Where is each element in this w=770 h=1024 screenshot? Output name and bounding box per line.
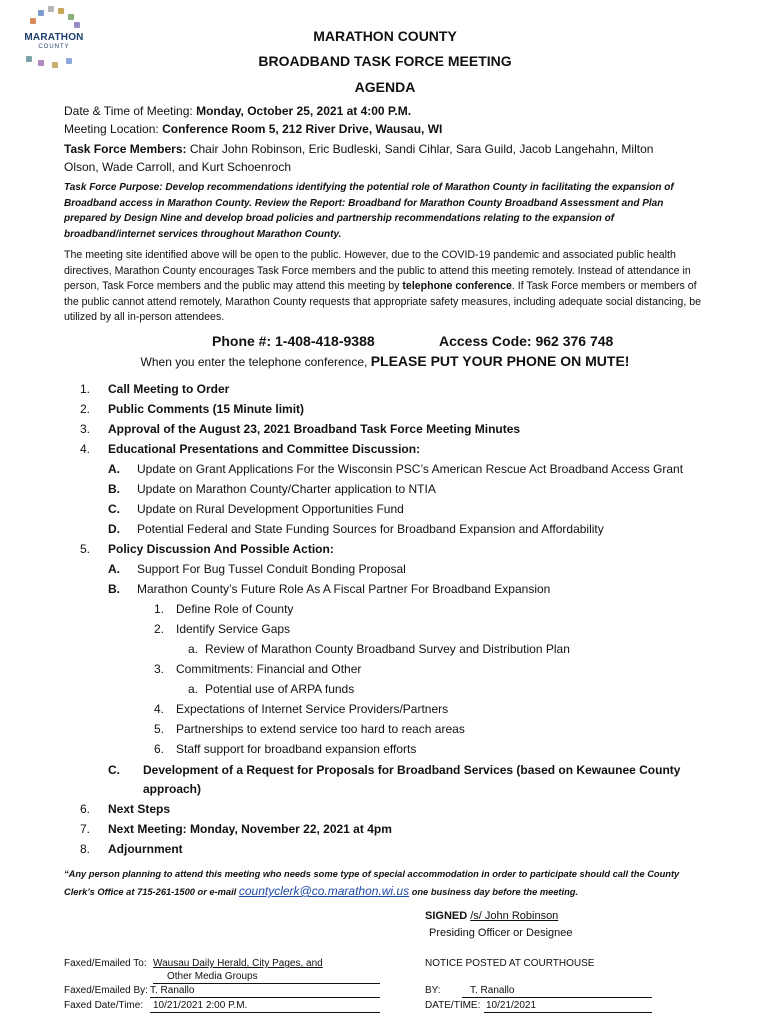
mute-prefix: When you enter the telephone conference, (140, 355, 368, 369)
agenda-item: Policy Discussion And Possible Action: (108, 542, 334, 556)
agenda-item: Adjournment (108, 842, 183, 856)
agenda-subsubnum: 1. (154, 602, 165, 616)
agenda-item: Educational Presentations and Committee Discussion: (108, 442, 421, 456)
mute-instruction (0, 353, 770, 369)
faxed-to-value-1: Wausau Daily Herald, City Pages, and (153, 958, 323, 969)
agenda-subsubitem: Staff support for broadband expansion efforts (176, 742, 417, 756)
by-label: BY: (425, 985, 441, 996)
agenda-subnum: B. (108, 582, 120, 596)
notice-posted: NOTICE POSTED AT COURTHOUSE (425, 958, 595, 969)
header-line-3: AGENDA (354, 79, 416, 95)
location-label: Meeting Location: (64, 122, 159, 136)
logo-sub: COUNTY (38, 44, 70, 50)
agenda-item: Next Steps (108, 802, 171, 816)
agenda-subnum: C. (108, 502, 120, 516)
task-force-purpose (64, 180, 706, 242)
mute-bold: PLEASE PUT YOUR PHONE ON MUTE! (370, 353, 630, 369)
agenda-letter-item: Potential use of ARPA funds (205, 682, 355, 696)
faxed-to-value-2: Other Media Groups (167, 971, 258, 982)
agenda-num: 8. (80, 842, 91, 856)
accommodation-after: one business day before the meeting. (411, 887, 579, 897)
agenda-subsubnum: 6. (154, 742, 165, 756)
datetime-value-footer: 10/21/2021 (486, 1000, 537, 1011)
agenda-subnum: A. (108, 562, 120, 576)
header-line-1: MARATHON COUNTY (313, 28, 457, 44)
agenda-subsubnum: 3. (154, 662, 165, 676)
faxed-by-label: Faxed/Emailed By: (64, 985, 148, 996)
agenda-subitem: Update on Rural Development Opportunities Fund (137, 502, 404, 516)
agenda-subsubnum: 4. (154, 702, 165, 716)
accommodation-before: Clerk’s Office at 715-261-1500 or e-mail (64, 887, 237, 897)
agenda-subitem: Development of a Request for Proposals for Broadband Services (based on Kewaunee County (143, 763, 681, 777)
meeting-datetime (64, 104, 411, 118)
agenda-subnum: D. (108, 522, 120, 536)
datetime-label-footer: DATE/TIME: (425, 1000, 481, 1011)
datetime-underline (484, 1012, 652, 1013)
accommodation-line-1: “Any person planning to attend this meeting who needs some type of special accommodation in order to participate should call the County (64, 869, 680, 879)
agenda-letter-item: Review of Marathon County Broadband Survey and Distribution Plan (205, 642, 570, 656)
logo-dot (48, 6, 54, 12)
members-label: Task Force Members: (64, 142, 187, 156)
task-force-members (64, 142, 653, 156)
agenda-num: 7. (80, 822, 91, 836)
accommodation-line-2 (64, 884, 578, 898)
agenda-item: Next Meeting: Monday, November 22, 2021 at 4pm (108, 822, 392, 836)
agenda-subitem: Update on Grant Applications For the Wisconsin PSC’s American Rescue Act Broadband Access Grant (137, 462, 684, 476)
notice-after: . If Task Force members or members of the public cannot attend remotely, Marathon County requests that appropriate safety measures, including adequate social distancing, be utilized by all in-person attendees. (64, 280, 701, 323)
agenda-subnum: A. (108, 462, 120, 476)
logo-dot (58, 8, 64, 14)
agenda-subitem: Potential Federal and State Funding Sources for Broadband Expansion and Affordability (137, 522, 604, 536)
meeting-location (64, 122, 442, 136)
location-value: Conference Room 5, 212 River Drive, Wausau, WI (162, 122, 443, 136)
notice-bold: telephone conference (402, 280, 512, 292)
logo-dot (68, 14, 74, 20)
agenda-subsubitem: Define Role of County (176, 602, 294, 616)
agenda-subitem-cont: approach) (143, 782, 202, 796)
signed-line (425, 910, 596, 922)
agenda-subnum: B. (108, 482, 120, 496)
agenda-subitem: Update on Marathon County/Charter application to NTIA (137, 482, 436, 496)
signed-value: /s/ John Robinson (470, 910, 559, 922)
phone-number: Phone #: 1-408-418-9388 (212, 333, 375, 349)
agenda-num: 3. (80, 422, 91, 436)
by-underline (462, 997, 652, 998)
datetime-label: Date & Time of Meeting: (64, 104, 193, 118)
agenda-item: Call Meeting to Order (108, 382, 230, 396)
faxed-by-value: T. Ranallo (150, 985, 195, 996)
fax-date-underline (150, 1012, 380, 1013)
agenda-item: Approval of the August 23, 2021 Broadband Task Force Meeting Minutes (108, 422, 521, 436)
agenda-num: 1. (80, 382, 91, 396)
agenda-num: 5. (80, 542, 91, 556)
agenda-subnum: C. (108, 763, 120, 777)
fax-date-label: Faxed Date/Time: (64, 1000, 144, 1011)
members-line-2: Olson, Wade Carroll, and Kurt Schoenroch (64, 160, 291, 174)
agenda-subitem: Marathon County’s Future Role As A Fiscal Partner For Broadband Expansion (137, 582, 551, 596)
faxed-to-underline (153, 983, 380, 984)
agenda-subsubitem: Partnerships to extend service too hard to reach areas (176, 722, 465, 736)
by-value: T. Ranallo (470, 985, 515, 996)
logo-dot (38, 10, 44, 16)
agenda-subsubnum: 5. (154, 722, 165, 736)
agenda-subsubitem: Expectations of Internet Service Providers/Partners (176, 702, 449, 716)
agenda-num: 2. (80, 402, 91, 416)
access-code: Access Code: 962 376 748 (439, 333, 614, 349)
purpose-text: Develop recommendations identifying the potential role of Marathon County in facilitating the expansion of Broadband access in Marathon County. Review the Report: Broadband for Marathon County Broadband Assessment and Plan prepared by Design Nine and develop broad policies and partnership recommendations relating to the expansion of broadband/internet services throughout Marathon County. (64, 182, 674, 240)
remote-notice (64, 248, 706, 326)
agenda-item: Public Comments (15 Minute limit) (108, 402, 305, 416)
agenda-letter: a. (188, 682, 199, 696)
purpose-label: Task Force Purpose: (64, 182, 163, 193)
notice-before: The meeting site identified above will be open to the public. However, due to the COVID-19 pandemic and associated public health directives, Marathon County encourages Task Force members and the public to attend this meeting remotely. Instead of attendance in person, Task Force members and the public may attend this meeting by (64, 249, 691, 292)
agenda-subsubitem: Commitments: Financial and Other (176, 662, 362, 676)
header-line-2: BROADBAND TASK FORCE MEETING (258, 53, 512, 69)
signed-label: SIGNED (425, 910, 468, 922)
agenda-num: 4. (80, 442, 91, 456)
agenda-subsubnum: 2. (154, 622, 165, 636)
members-line-1: Chair John Robinson, Eric Budleski, Sandi Cihlar, Sara Guild, Jacob Langehahn, Milton (189, 142, 654, 156)
faxed-by-underline (150, 997, 380, 998)
agenda-subsubitem: Identify Service Gaps (176, 622, 291, 636)
fax-date-value: 10/21/2021 2:00 P.M. (153, 1000, 248, 1011)
faxed-to-label: Faxed/Emailed To: (64, 958, 147, 969)
signed-role: Presiding Officer or Designee (429, 927, 573, 939)
datetime-value: Monday, October 25, 2021 at 4:00 P.M. (196, 104, 412, 118)
agenda-num: 6. (80, 802, 91, 816)
agenda-letter: a. (188, 642, 199, 656)
clerk-email-link[interactable]: countyclerk@co.marathon.wi.us (238, 884, 410, 898)
logo-word: MARATHON (24, 32, 84, 43)
logo-dot (30, 18, 36, 24)
agenda-subitem: Support For Bug Tussel Conduit Bonding Proposal (137, 562, 406, 576)
